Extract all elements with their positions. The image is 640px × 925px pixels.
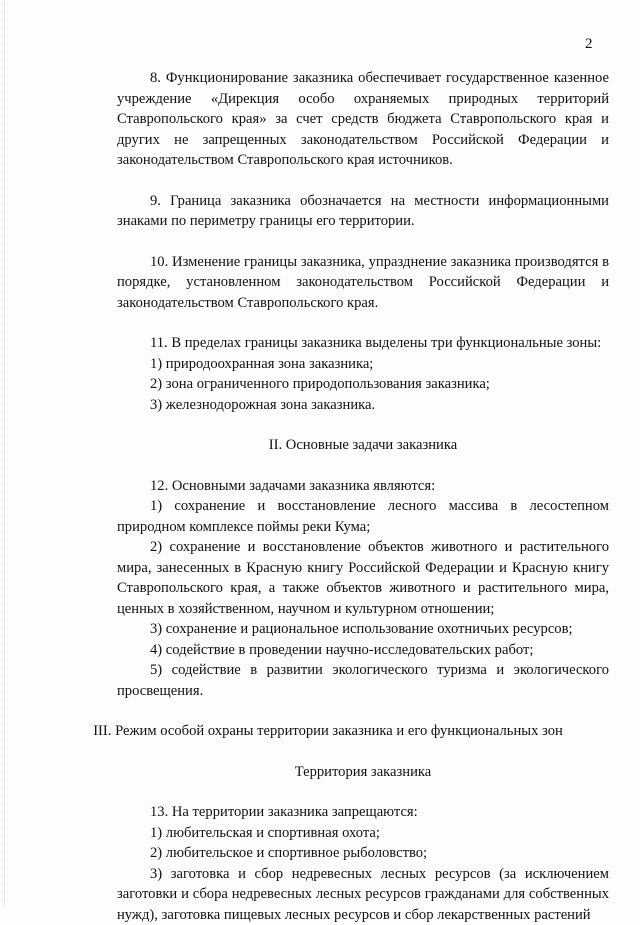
prohibition-item-1: 1) любительская и спортивная охота; <box>117 823 609 844</box>
task-item-4: 4) содействие в проведении научно-исследовательских работ; <box>117 640 609 661</box>
prohibition-item-3: 3) заготовка и сбор недревесных лесных ресурсов (за исключением заготовки и сбора недревесных лесных ресурсов гражданами для собственных нужд), заготовка пищевых лесных ресурсов и сбор лекарственных растений <box>117 864 609 925</box>
section-3-heading: III. Режим особой охраны территории заказника и его функциональных зон <box>47 721 609 742</box>
document-body <box>117 68 609 925</box>
paragraph-10: 10. Изменение границы заказника, упразднение заказника производятся в порядке, установленном законодательством Российской Федерации и законодательством Ставропольского края. <box>117 252 609 314</box>
paragraph-8: 8. Функционирование заказника обеспечивает государственное казенное учреждение «Дирекция особо охраняемых природных территорий Ставропольского края» за счет средств бюджета Ставропольского края и других не запрещенных законодательством Российской Федерации и законодательством Ставропольского края источников. <box>117 68 609 171</box>
page-number: 2 <box>585 36 593 53</box>
section-3-subheading: Территория заказника <box>117 762 609 783</box>
task-item-2: 2) сохранение и восстановление объектов животного и растительного мира, занесенных в Красную книгу Российской Федерации и Красную книгу Ставропольского края, а также объектов животного и растительного мира, ценных в хозяйственном, научном и культурном отношении; <box>117 537 609 619</box>
prohibition-item-2: 2) любительское и спортивное рыболовство; <box>117 843 609 864</box>
zone-item-2: 2) зона ограниченного природопользования заказника; <box>117 374 609 395</box>
task-item-3: 3) сохранение и рациональное использование охотничьих ресурсов; <box>117 619 609 640</box>
scan-margin <box>4 0 7 905</box>
section-2-heading: II. Основные задачи заказника <box>117 435 609 456</box>
zone-item-1: 1) природоохранная зона заказника; <box>117 354 609 375</box>
paragraph-11: 11. В пределах границы заказника выделены три функциональные зоны: <box>117 333 609 354</box>
zone-item-3: 3) железнодорожная зона заказника. <box>117 395 609 416</box>
paragraph-13: 13. На территории заказника запрещаются: <box>117 802 609 823</box>
task-item-5: 5) содействие в развитии экологического туризма и экологического просвещения. <box>117 660 609 701</box>
paragraph-9: 9. Граница заказника обозначается на местности информационными знаками по периметру границы его территории. <box>117 191 609 232</box>
task-item-1: 1) сохранение и восстановление лесного массива в лесостепном природном комплексе поймы реки Кума; <box>117 496 609 537</box>
paragraph-12: 12. Основными задачами заказника являются: <box>117 476 609 497</box>
